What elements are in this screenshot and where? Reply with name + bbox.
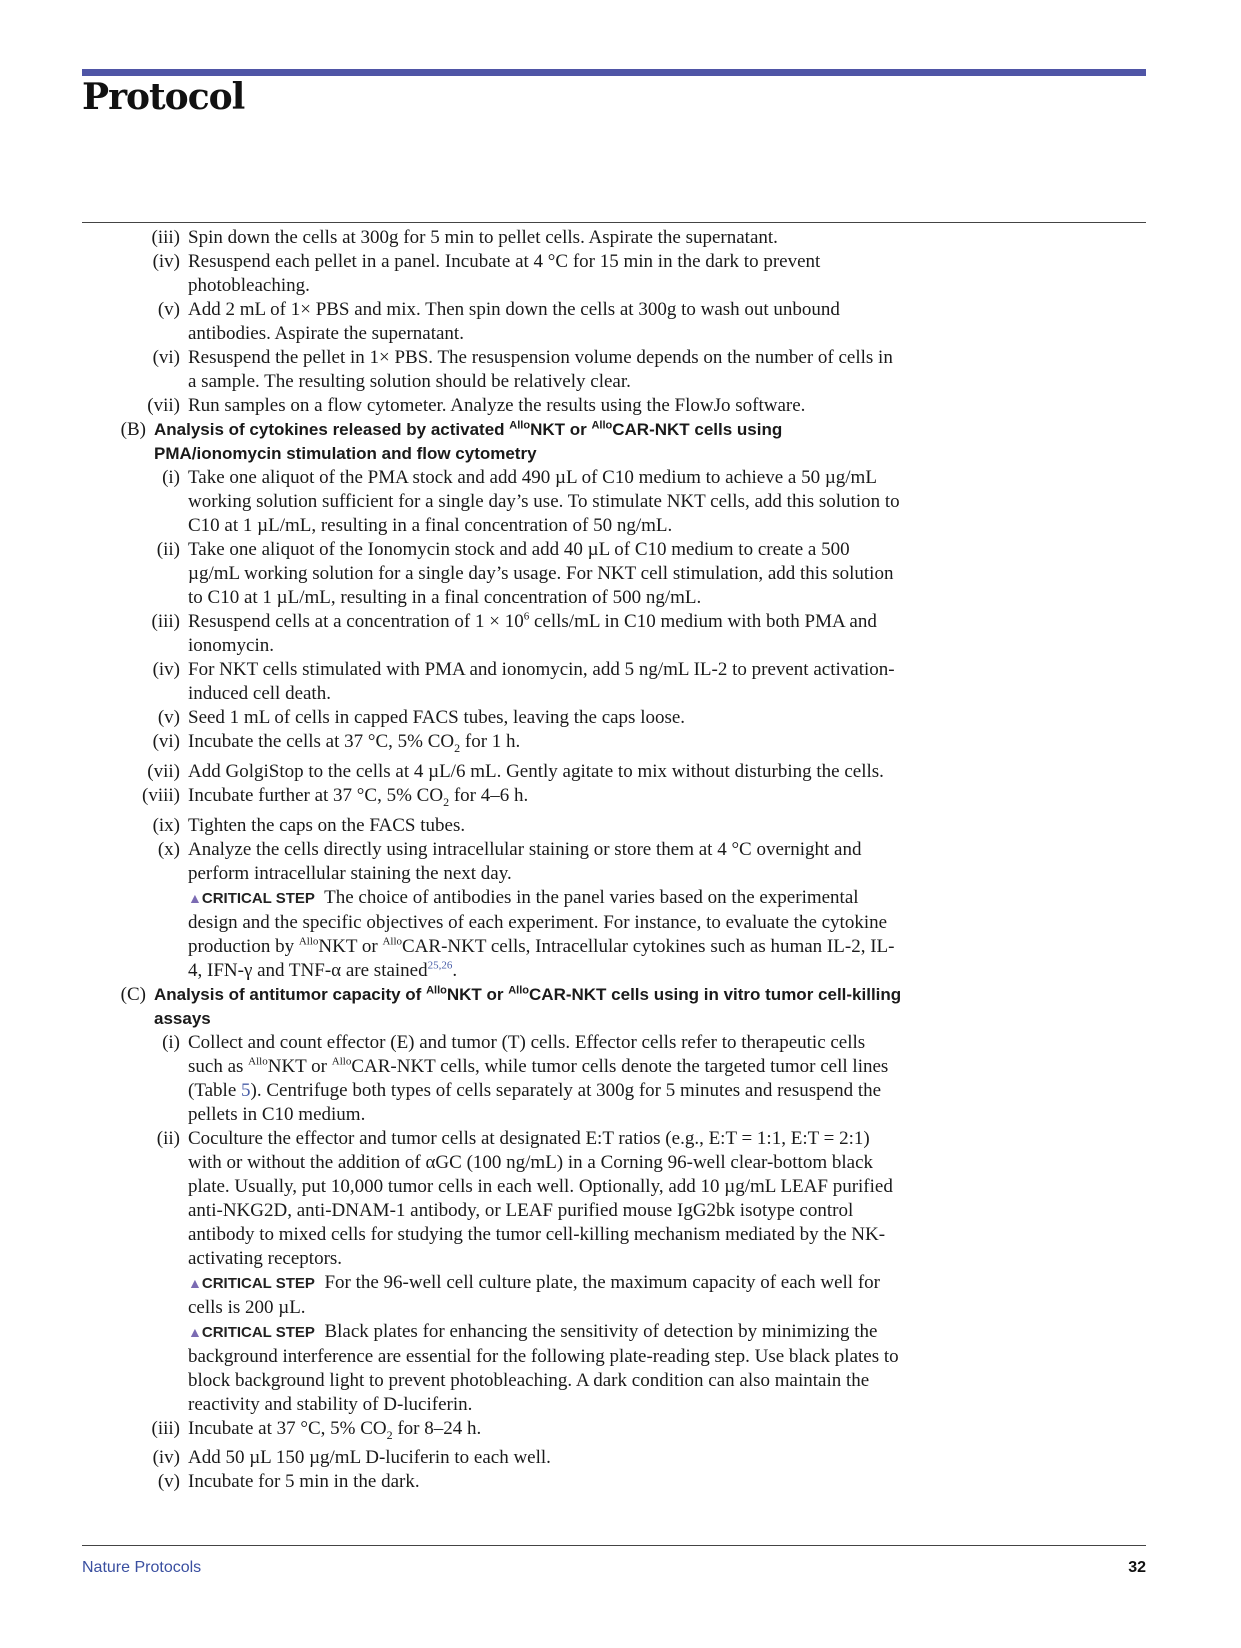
step-number: (viii) — [142, 784, 180, 806]
step-text: Add 50 µL 150 µg/mL D-luciferin to each well. — [188, 1447, 551, 1469]
step-number: (i) — [162, 1031, 180, 1053]
critical-step-note: ▲CRITICAL STEP The choice of antibodies in the panel varies based on the experimental design and the specific objectives of each experiment. For instance, to evaluate the cytokine production by $^{Allo}$NKT or $^{Allo}$CAR-NKT cells, Intracellular cytokines such as human IL-2, IL-4, IFN-γ and TNF-α are stained$^{25,26}$. — [188, 886, 895, 981]
step-text: Incubate the cells at 37 °C, 5% $CO_2$ for 1 h. — [188, 731, 521, 755]
section-title: Analysis of antitumor capacity of $^{Allo}$NKT or $^{Allo}$CAR-NKT cells using in vitro tumor cell-killing assays — [154, 983, 902, 1028]
step-number: (vii) — [147, 395, 180, 416]
list-item — [82, 760, 902, 784]
list-item — [82, 1417, 902, 1447]
list-item — [82, 784, 902, 814]
step-text: Tighten the caps on the FACS tubes. — [188, 814, 466, 836]
list-item — [82, 1031, 902, 1127]
step-number: (x) — [157, 838, 180, 860]
list-item — [82, 298, 902, 346]
step-number: (i) — [162, 467, 180, 488]
step-text: Resuspend the pellet in 1× PBS. The resuspension volume depends on the number of cells in a sample. The resulting solution should be relatively clear. — [188, 347, 893, 392]
list-item — [82, 610, 902, 658]
step-number: (vi) — [152, 347, 180, 368]
step-text: Take one aliquot of the PMA stock and add 490 µL of C10 medium to achieve a 50 µg/mL working solution sufficient for a single day’s use. To stimulate NKT cells, add this solution to C10 at 1 µL/mL, resulting in a final concentration of 50 ng/mL. — [188, 467, 900, 536]
list-item — [82, 346, 902, 394]
step-number: (iv) — [152, 659, 180, 680]
step-text: Resuspend cells at a concentration of $1 \times 10^6$ cells/mL in C10 medium with both PMA and ionomycin. — [188, 610, 877, 656]
step-number: (ix) — [152, 814, 180, 836]
step-number: (v) — [157, 299, 180, 320]
list-item — [82, 538, 902, 610]
step-number: (vi) — [152, 731, 180, 752]
protocol-body — [82, 226, 902, 1494]
step-text: Analyze the cells directly using intracellular staining or store them at 4 °C overnight and perform intracellular staining the next day. ▲CRITICAL STEP The choice of antibodies in the panel varies based on the experimental design and the specific objectives of each experiment. For instance, to evaluate the cytokine production by $^{Allo}$NKT or $^{Allo}$CAR-NKT cells, Intracellular cytokines such as human IL-2, IL-4, IFN-γ and TNF-α are stained$^{25,26}$. — [188, 838, 902, 983]
section-number: (B) — [120, 419, 146, 440]
step-text: Resuspend each pellet in a panel. Incubate at 4 °C for 15 min in the dark to prevent photobleaching. — [188, 251, 821, 296]
section-title: Analysis of cytokines released by activated $^{Allo}$NKT or $^{Allo}$CAR-NKT cells using PMA/ionomycin stimulation and flow cytometry — [154, 419, 783, 463]
list-item — [82, 1127, 902, 1417]
step-number: (ii) — [156, 539, 180, 560]
section-heading-b — [82, 418, 902, 466]
step-number: (v) — [157, 707, 180, 728]
step-text: Incubate for 5 min in the dark. — [188, 1471, 420, 1493]
list-item — [82, 466, 902, 538]
step-number: (iii) — [151, 611, 180, 632]
list-item — [82, 658, 902, 706]
step-number: (v) — [157, 1471, 180, 1493]
citation-link[interactable]: 25,26 — [427, 959, 453, 972]
header-accent-bar — [82, 69, 1146, 76]
step-text: Take one aliquot of the Ionomycin stock and add 40 µL of C10 medium to create a 500 µg/mL working solution for a single day’s usage. For NKT cell stimulation, add this solution to C10 at 1 µL/mL, resulting in a final concentration of 500 ng/mL. — [188, 539, 894, 608]
step-text: Spin down the cells at 300g for 5 min to pellet cells. Aspirate the supernatant. — [188, 227, 778, 248]
step-number: (vii) — [147, 760, 180, 782]
list-item — [82, 838, 902, 983]
critical-triangle-icon: ▲ — [188, 1274, 202, 1291]
step-text: Collect and count effector (E) and tumor (T) cells. Effector cells refer to therapeutic cells such as $^{Allo}$NKT or $^{Allo}$CAR-NKT cells, while tumor cells denote the targeted tumor cell lines (Table 5). Centrifuge both types of cells separately at 300g for 5 minutes and resuspend the pellets in C10 medium. — [188, 1031, 889, 1125]
page-title: Protocol — [82, 76, 245, 118]
critical-triangle-icon: ▲ — [188, 889, 202, 906]
list-item — [82, 814, 902, 838]
critical-triangle-icon: ▲ — [188, 1323, 202, 1340]
step-text: Add 2 mL of 1× PBS and mix. Then spin down the cells at 300g to wash out unbound antibodies. Aspirate the supernatant. — [188, 299, 840, 344]
step-number: (iv) — [152, 251, 180, 272]
critical-step-note: ▲CRITICAL STEP For the 96-well cell culture plate, the maximum capacity of each well for cells is 200 µL. — [188, 1271, 880, 1318]
step-text: For NKT cells stimulated with PMA and ionomycin, add 5 ng/mL IL-2 to prevent activation-induced cell death. — [188, 659, 895, 704]
step-number: (iii) — [151, 227, 180, 248]
step-number: (ii) — [156, 1127, 180, 1149]
step-text: Incubate further at 37 °C, 5% $CO_2$ for 4–6 h. — [188, 784, 529, 809]
step-text: Coculture the effector and tumor cells at designated E:T ratios (e.g., E:T = 1:1, E:T = 2:1) with or without the addition of αGC (100 ng/mL) in a Corning 96-well clear-bottom black plate. Usually, put 10,000 tumor cells in each well. Optionally, add 10 µg/mL LEAF purified anti-NKG2D, anti-DNAM-1 antibody, or LEAF purified mouse IgG2bk isotype control antibody to mixed cells for studying the tumor cell-killing mechanism mediated by the NK-activating receptors. ▲CRITICAL STEP For the 96-well cell culture plate, the maximum capacity of each well for cells is 200 µL. ▲CRITICAL STEP Black plates for enhancing the sensitivity of detection by minimizing the background interference are essential for the following plate-reading step. Use black plates to block background light to prevent photobleaching. A dark condition can also maintain the reactivity and stability of D-luciferin. — [188, 1127, 902, 1417]
table-link[interactable]: 5 — [241, 1079, 251, 1101]
step-text: Add GolgiStop to the cells at 4 µL/6 mL. Gently agitate to mix without disturbing the cells. — [188, 760, 884, 782]
step-number: (iii) — [151, 1417, 180, 1439]
step-text: Run samples on a flow cytometer. Analyze the results using the FlowJo software. — [188, 395, 806, 416]
list-item — [82, 1446, 902, 1470]
page-number: 32 — [1128, 1559, 1146, 1576]
footer-journal-name[interactable]: Nature Protocols — [82, 1559, 202, 1576]
list-item — [82, 226, 902, 250]
section-number: (C) — [120, 983, 146, 1005]
list-item — [82, 394, 902, 418]
header-rule — [82, 222, 1146, 223]
step-text: Incubate at 37 °C, 5% $CO_2$ for 8–24 h. — [188, 1417, 482, 1442]
list-item — [82, 730, 902, 760]
step-text: Seed 1 mL of cells in capped FACS tubes, leaving the caps loose. — [188, 707, 686, 728]
section-heading-c — [82, 983, 902, 1031]
list-item — [82, 250, 902, 298]
list-item — [82, 706, 902, 730]
footer-rule — [82, 1545, 1146, 1546]
list-item — [82, 1470, 902, 1494]
critical-step-note: ▲CRITICAL STEP Black plates for enhancing the sensitivity of detection by minimizing the background interference are essential for the following plate-reading step. Use black plates to block background light to prevent photobleaching. A dark condition can also maintain the reactivity and stability of D-luciferin. — [188, 1320, 899, 1415]
step-number: (iv) — [152, 1447, 180, 1469]
